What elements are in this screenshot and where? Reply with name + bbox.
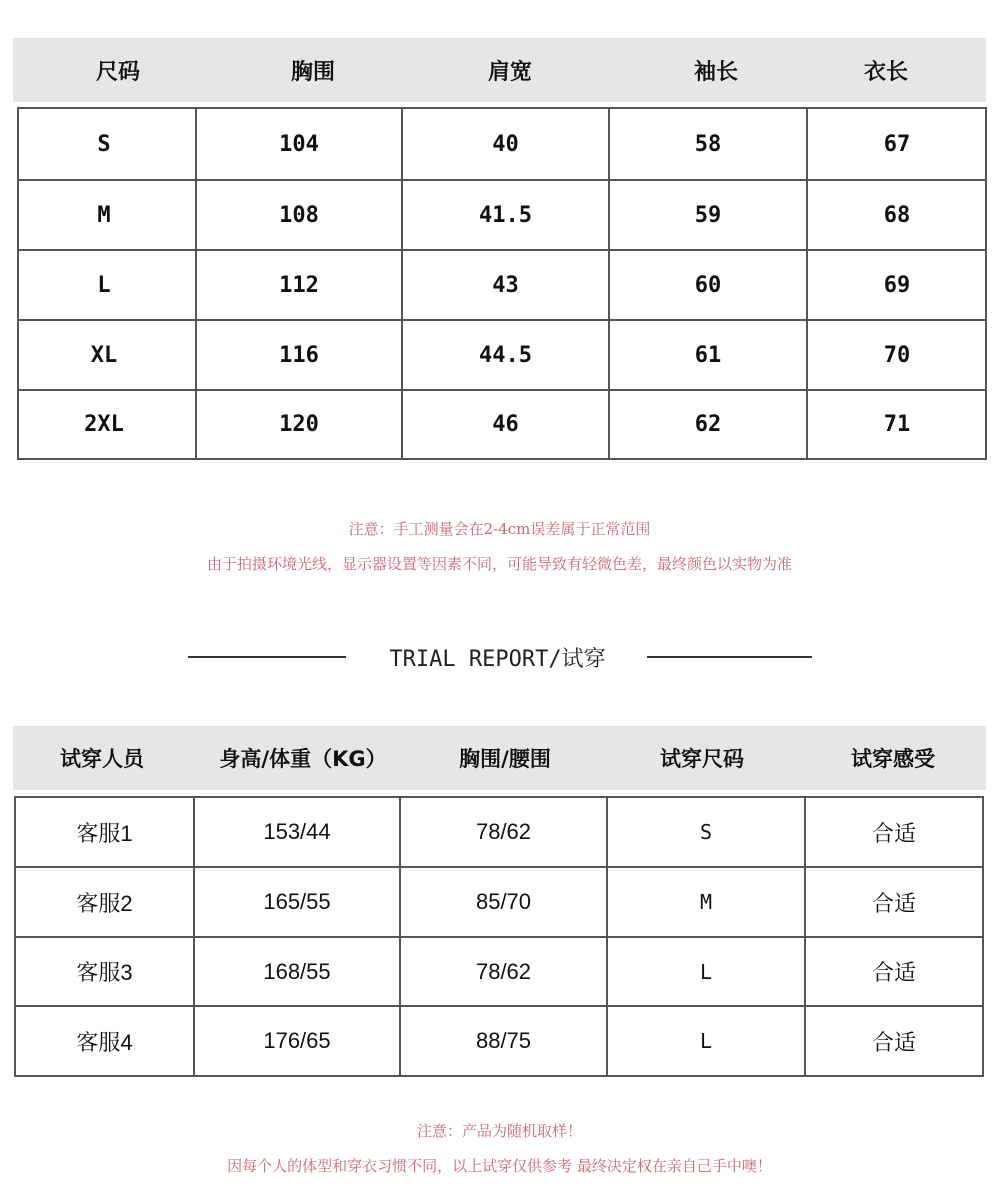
cell-sleeve: 62	[608, 391, 806, 458]
trial-report-title	[0, 637, 999, 677]
cell-size: 2XL	[84, 412, 124, 437]
cell-chest: 104	[195, 109, 401, 179]
table-row	[16, 1005, 982, 1075]
cell-tester: 客服1	[76, 820, 133, 846]
random-sample-note: 注意：产品为随机取样！	[416, 1122, 582, 1140]
cell-chest: 108	[195, 181, 401, 249]
header-sleeve: 袖长	[693, 59, 738, 85]
cell-chest: 116	[195, 321, 401, 389]
cell-shoulder: 44.5	[401, 321, 608, 389]
table-row	[16, 866, 982, 936]
cell-tester: 客服2	[76, 890, 133, 916]
header-feeling: 试穿感受	[851, 747, 935, 771]
header-height-weight: 身高/体重（KG）	[219, 747, 387, 771]
cell-length: 70	[806, 321, 986, 389]
cell-feeling: 合适	[804, 868, 982, 936]
cell-height-weight: 153/44	[193, 798, 399, 866]
header-shoulder: 肩宽	[487, 59, 532, 85]
cell-size: XL	[90, 342, 118, 368]
cell-size: S	[97, 131, 111, 157]
table-row	[19, 389, 985, 458]
cell-size: L	[97, 272, 111, 298]
header-tester: 试穿人员	[60, 747, 144, 771]
cell-size: M	[97, 202, 111, 228]
color-note: 由于拍摄环境光线，显示器设置等因素不同，可能导致有轻微色差，最终颜色以实物为准	[206, 555, 792, 573]
cell-length: 67	[806, 109, 986, 179]
table-row	[16, 798, 982, 866]
cell-chest-waist: 78/62	[399, 798, 606, 866]
cell-chest: 112	[195, 251, 401, 319]
cell-chest-waist: 88/75	[399, 1007, 606, 1075]
title-right-divider	[647, 656, 812, 658]
cell-shoulder: 41.5	[401, 181, 608, 249]
cell-trial-size: M	[606, 868, 804, 936]
cell-feeling: 合适	[804, 1007, 982, 1075]
fit-disclaimer-note: 因每个人的体型和穿衣习惯不同，以上试穿仅供参考 最终决定权在亲自己手中噢！	[227, 1157, 772, 1175]
cell-feeling: 合适	[804, 938, 982, 1005]
cell-trial-size: L	[606, 938, 804, 1005]
cell-chest: 120	[195, 391, 401, 458]
size-chart-table	[17, 107, 987, 460]
trial-table	[14, 796, 984, 1077]
header-length: 衣长	[863, 59, 908, 85]
header-chest: 胸围	[290, 59, 335, 85]
cell-height-weight: 165/55	[193, 868, 399, 936]
cell-shoulder: 46	[401, 391, 608, 458]
cell-tester: 客服4	[76, 1029, 133, 1055]
cell-sleeve: 60	[608, 251, 806, 319]
table-row	[19, 319, 985, 389]
table-row	[19, 249, 985, 319]
cell-length: 69	[806, 251, 986, 319]
cell-shoulder: 43	[401, 251, 608, 319]
cell-length: 71	[806, 391, 986, 458]
title-left-divider	[188, 656, 346, 658]
size-chart-header	[13, 38, 986, 102]
cell-sleeve: 59	[608, 181, 806, 249]
cell-sleeve: 58	[608, 109, 806, 179]
header-trial-size: 试穿尺码	[660, 747, 744, 771]
cell-chest-waist: 85/70	[399, 868, 606, 936]
cell-tester: 客服3	[76, 960, 133, 985]
cell-trial-size: L	[606, 1007, 804, 1075]
cell-chest-waist: 78/62	[399, 938, 606, 1005]
table-row	[19, 179, 985, 249]
cell-height-weight: 168/55	[193, 938, 399, 1005]
cell-trial-size: S	[606, 798, 804, 866]
cell-shoulder: 40	[401, 109, 608, 179]
table-row	[16, 936, 982, 1005]
cell-height-weight: 176/65	[193, 1007, 399, 1075]
measurement-note: 注意：手工测量会在2-4cm误差属于正常范围	[348, 520, 651, 538]
trial-table-header	[13, 726, 986, 790]
cell-sleeve: 61	[608, 321, 806, 389]
trial-report-label: TRIAL REPORT/试穿	[389, 646, 606, 672]
header-size: 尺码	[95, 59, 140, 85]
cell-length: 68	[806, 181, 986, 249]
table-row	[19, 109, 985, 179]
header-chest-waist: 胸围/腰围	[459, 747, 551, 771]
cell-feeling: 合适	[804, 798, 982, 866]
